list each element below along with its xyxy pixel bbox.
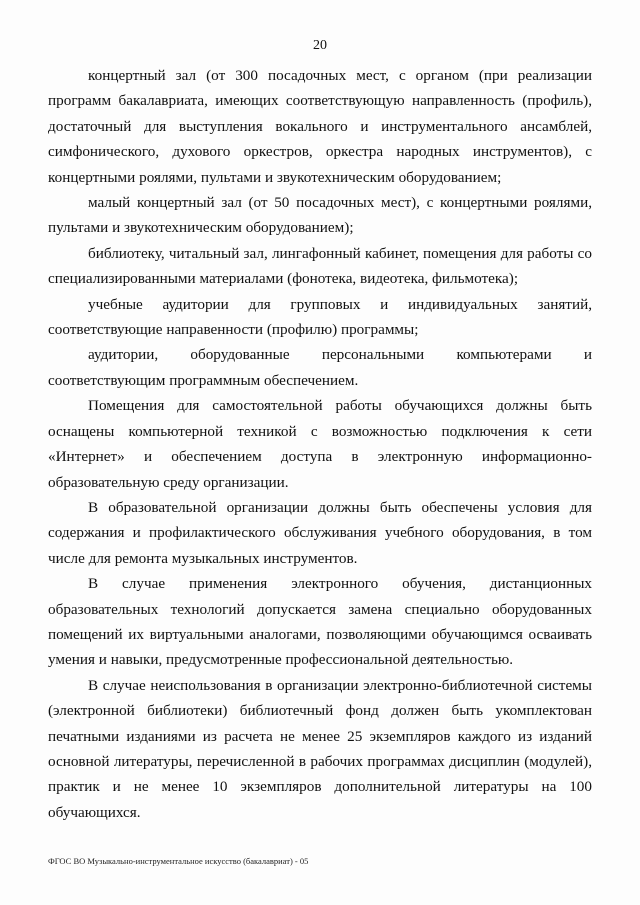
paragraph-library: библиотеку, читальный зал, лингафонный кабинет, помещения для работы со специализированными материалами (фонотека, видеотека, фильмотека); <box>48 244 592 288</box>
paragraph-small-concert-hall: малый концертный зал (от 50 посадочных мест), с концертными роялями, пультами и звукотехническим оборудованием); <box>48 194 592 237</box>
paragraph-maintenance-conditions: В образовательной организации должны быть обеспечены условия для содержания и профилактического обслуживания учебного оборудования, в том числе для ремонта музыкальных инструментов. <box>48 498 592 567</box>
page-number: 20 <box>313 38 327 53</box>
paragraph-e-learning: В случае применения электронного обучения, дистанционных образовательных технологий допускается замена специально оборудованных помещений их виртуальными аналогами, позволяющими обучающимся осваивать умения и навыки, предусмотренные профессиональной деятельностью. <box>48 575 592 669</box>
paragraph-classrooms: учебные аудитории для групповых и индивидуальных занятий, соответствующие направенности (профилю) программы; <box>48 295 592 339</box>
paragraph-computer-rooms: аудитории, оборудованные персональными компьютерами и соответствующим программным обеспечением. <box>48 346 592 389</box>
paragraph-library-fund: В случае неиспользования в организации электронно-библиотечной системы (электронной библиотеки) библиотечный фонд должен быть укомплектован печатными изданиями из расчета не менее 25 экземпляров каждого из изданий основной литературы, перечисленной в рабочих программах дисциплин (модулей), практик и не менее 10 экземпляров дополнительной литературы на 100 обучающихся. <box>48 676 592 821</box>
paragraph-concert-hall: концертный зал (от 300 посадочных мест, с органом (при реализации программ бакалавриата, имеющих соответствующую направленность (профиль), достаточный для выступления вокального и инструментального ансамблей, симфонического, духового оркестров, оркестра народных инструментов), с концертными роялями, пультами и звукотехническим оборудованием; <box>48 67 592 186</box>
document-body <box>48 63 592 825</box>
document-footer: ФГОС ВО Музыкально-инструментальное искусство (бакалавриат) - 05 <box>48 856 309 866</box>
paragraph-self-study-rooms: Помещения для самостоятельной работы обучающихся должны быть оснащены компьютерной техникой с возможностью подключения к сети «Интернет» и обеспечением доступа в электронную информационно-образовательную среду организации. <box>48 397 592 491</box>
